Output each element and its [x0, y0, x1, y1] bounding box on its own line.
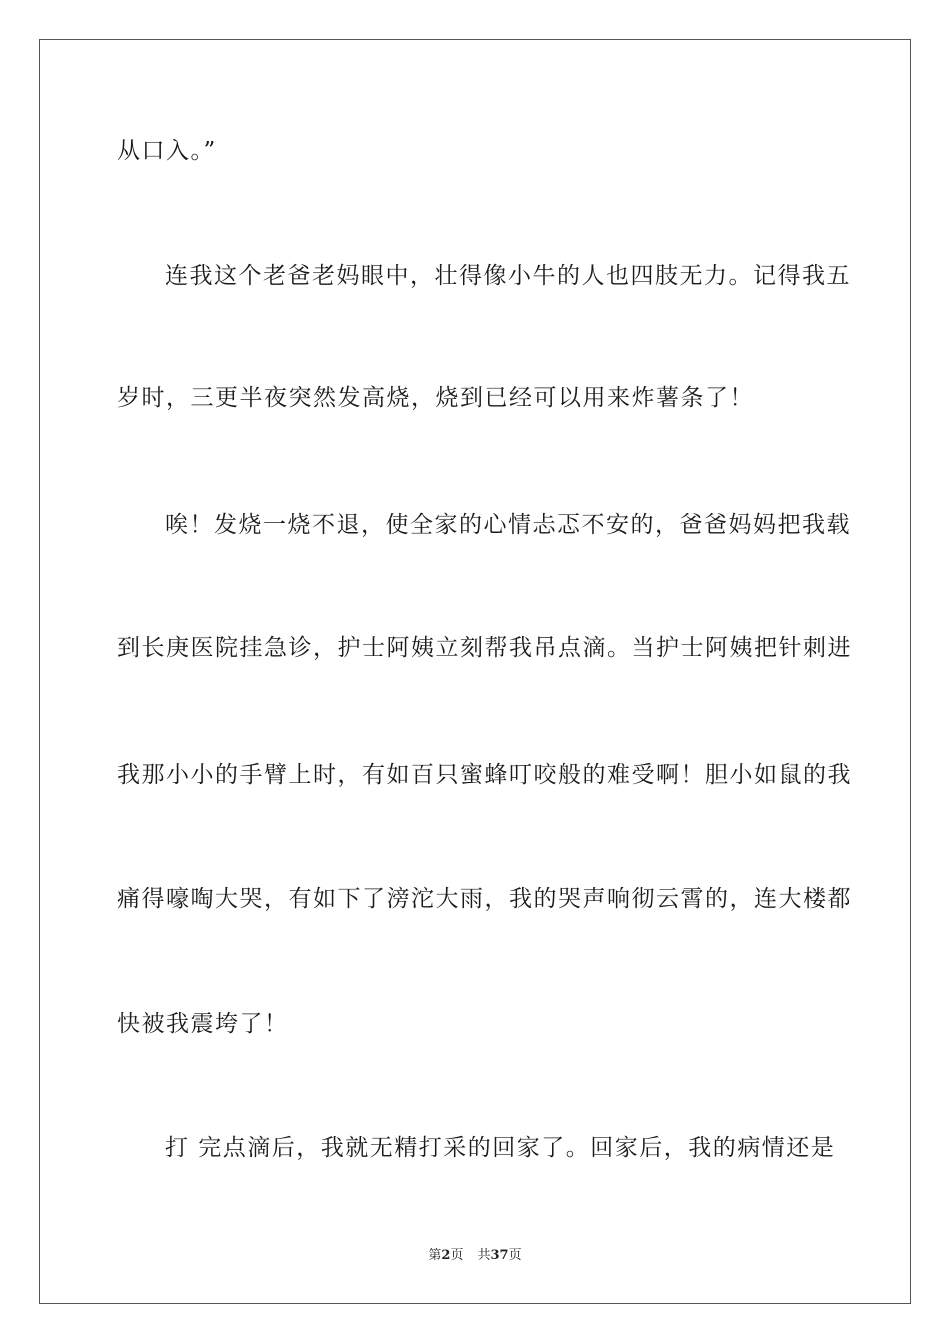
total-pages: 37 [490, 1248, 509, 1263]
total-suffix: 页 [508, 1248, 522, 1263]
page-suffix: 页 [450, 1248, 464, 1263]
page-number: 2 [441, 1248, 451, 1263]
text-line-6: 我那小小的手臂上时，有如百只蜜蜂叮咬般的难受啊！胆小如鼠的我 [117, 762, 852, 788]
text-line-4: 唉！发烧一烧不退，使全家的心情忐忑不安的，爸爸妈妈把我载 [165, 512, 851, 538]
text-line-9: 打 完点滴后，我就无精打采的回家了。回家后，我的病情还是 [165, 1135, 836, 1161]
text-line-1: 从口入。” [117, 138, 217, 164]
text-line-7: 痛得嚎啕大哭，有如下了滂沱大雨，我的哭声响彻云霄的，连大楼都 [117, 886, 852, 912]
total-prefix: 共 [477, 1248, 491, 1263]
text-line-2: 连我这个老爸老妈眼中，壮得像小牛的人也四肢无力。记得我五 [165, 263, 851, 289]
text-line-5: 到长庚医院挂急诊，护士阿姨立刻帮我吊点滴。当护士阿姨把针刺进 [117, 635, 852, 661]
text-line-8: 快被我震垮了！ [117, 1011, 289, 1037]
page-prefix: 第 [428, 1248, 442, 1263]
page-border [39, 39, 911, 1304]
page-footer [0, 1247, 950, 1265]
text-line-3: 岁时，三更半夜突然发高烧，烧到已经可以用来炸薯条了！ [117, 385, 754, 411]
